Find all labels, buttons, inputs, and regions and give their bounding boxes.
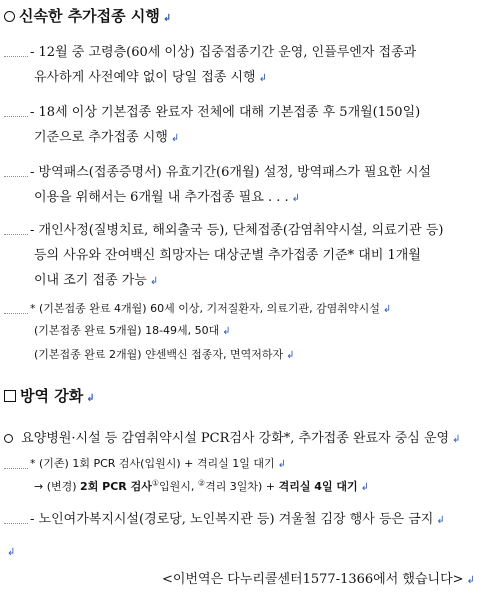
section2-heading: 방역 강화 ↲ [4, 385, 95, 406]
list-item: - 방역패스(접종증명서) 유효기간(6개월) 설정, 방역패스가 필요한 시설 [4, 161, 431, 180]
list-item: - 18세 이상 기본접종 완료자 전체에 대해 기본접종 후 5개월(150일) [4, 101, 420, 120]
footnote-changed: → (변경) 2회 PCR 검사①입원시, ②격리 3일차) + 격리실 4일 대기 ↲ [34, 478, 370, 493]
list-item: - 노인여가복지시설(경로당, 노인복지관 등) 겨울철 김장 행사 등은 금지 ↲ [4, 508, 445, 527]
list-item-cont: 유사하게 사전예약 없이 당일 접종 시행 ↲ [34, 70, 267, 85]
list-item-cont: 기준으로 추가접종 시행 ↲ [34, 130, 180, 145]
translation-credit: <이번역은 다누리콜센터1577-1366에서 했습니다> ↲ [162, 572, 475, 587]
square-bullet-icon [4, 390, 16, 402]
footnote: * (기본접종 완료 4개월) 60세 이상, 기저질환자, 의료기관, 감염취약시설 ↲ [4, 300, 391, 316]
footnote: (기본접종 완료 2개월) 얀센백신 접종자, 면역저하자 ↲ [34, 348, 295, 361]
list-item-cont: 등의 사유와 잔여백신 희망자는 대상군별 추가접종 기준* 대비 1개월 [34, 248, 421, 263]
footnote: * (기존) 1회 PCR 검사(입원시) + 격리실 1일 대기 ↲ [4, 455, 286, 471]
list-item: - 개인사정(질병치료, 해외출국 등), 단체접종(감염취약시설, 의료기관 등) [4, 219, 444, 238]
list-item-cont: 이내 조기 접종 가능 ↲ [34, 273, 159, 288]
circle-bullet-icon [4, 434, 13, 443]
section1-heading: 신속한 추가접종 시행 ↲ [4, 5, 171, 26]
paragraph-mark-icon: ↲ [162, 13, 172, 24]
list-item: 요양병원·시설 등 감염취약시설 PCR검사 강화*, 추가접종 완료자 중심 운영 ↲ [4, 427, 460, 446]
list-item-cont: 이용을 위해서는 6개월 내 추가접종 필요 . . . ↲ [34, 190, 301, 205]
footnote: (기본접종 완료 5개월) 18-49세, 50대 ↲ [34, 324, 231, 337]
circle-bullet-icon [4, 11, 15, 22]
list-item: - 12월 중 고령층(60세 이상) 집중접종기간 운영, 인플루엔자 접종과 [4, 41, 416, 60]
empty-paragraph: ↲ [7, 547, 16, 558]
